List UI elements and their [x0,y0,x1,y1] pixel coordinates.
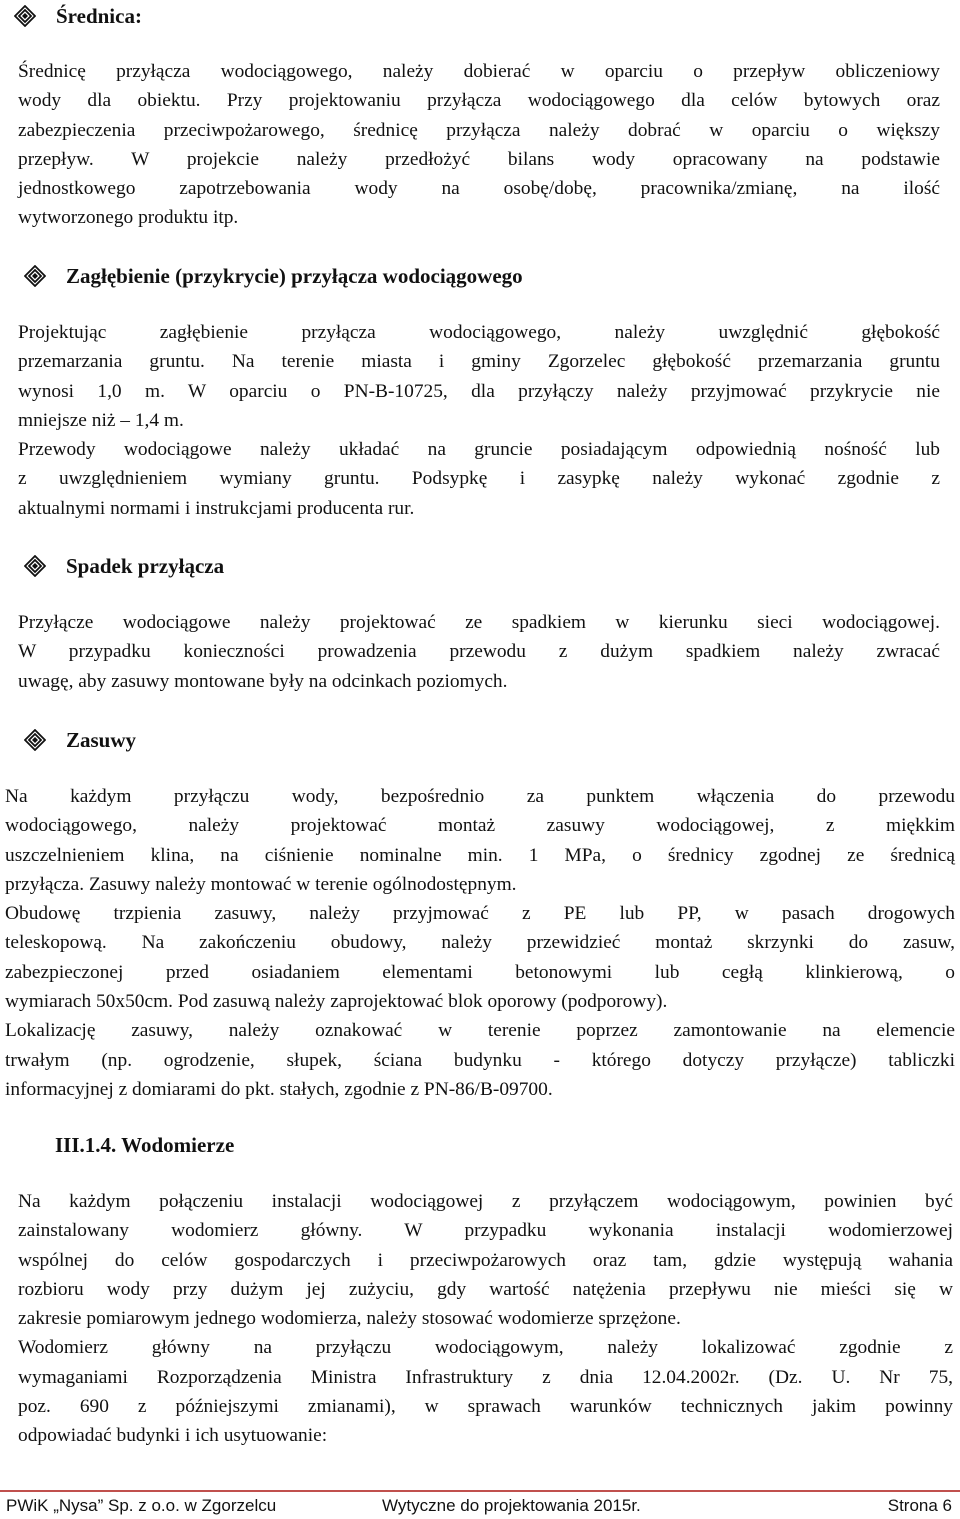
paragraph-zasuwy [5,782,955,1104]
text-line: Obudowę trzpienia zasuwy, należy przyjmować z PE lub PP, w pasach drogowych [5,903,955,925]
text-line: wodociągowego, należy projektować montaż zasuwy wodociągowej, z miękkim [5,815,955,837]
text-line: jednostkowego zapotrzebowania wody na osobę/dobę, pracownika/zmianę, na ilość [18,178,940,200]
diamond-bullet-icon [14,5,36,27]
text-line: z uwzględnieniem wymiany gruntu. Podsypkę i zasypkę należy wykonać zgodnie z [18,468,940,490]
diamond-bullet-icon [24,265,46,287]
paragraph-spadek [18,608,940,696]
text-line: Przewody wodociągowe należy układać na gruncie posiadającym odpowiednią nośność lub [18,439,940,461]
heading-text: Średnica: [56,4,142,28]
text-line: informacyjnej z domiarami do pkt. stałych, zgodnie z PN-86/B-09700. [5,1078,553,1100]
text-line: wymiarach 50x50cm. Pod zasuwą należy zaprojektować blok oporowy (podporowy). [5,991,668,1013]
text-line: W przypadku konieczności prowadzenia przewodu z dużym spadkiem należy zwracać [18,641,940,663]
text-line: wody dla obiektu. Przy projektowaniu przyłącza wodociągowego dla celów bytowych oraz [18,90,940,112]
text-line: uszczelnieniem klina, na ciśnienie nominalne min. 1 MPa, o średnicy zgodnej ze średnicą [5,844,955,866]
heading-text: Spadek przyłącza [66,554,225,578]
page-footer [0,1493,960,1519]
text-line: przyłącza. Zasuwy należy montować w terenie ogólnodostępnym. [5,873,517,895]
text-line: poz. 690 z późniejszymi zmianami), w sprawach warunków technicznych jakim powinny [18,1396,953,1418]
text-line: aktualnymi normami i instrukcjami producenta rur. [18,497,415,519]
diamond-bullet-icon [24,729,46,751]
text-line: przepływ. W projekcie należy przedłożyć bilans wody opracowany na podstawie [18,148,940,170]
heading-text: III.1.4. Wodomierze [55,1133,235,1157]
text-line: zakresie pomiarowym jednego wodomierza, należy stosować wodomierze sprzężone. [18,1308,681,1330]
section-heading-zasuwy [24,728,136,752]
text-line: wspólnej do celów gospodarczych i przeciwpożarowych oraz tam, gdzie występują wahania [18,1249,953,1271]
section-heading-zaglebienie [24,264,523,288]
text-line: Projektując zagłębienie przyłącza wodociągowego, należy uwzględnić głębokość [18,322,940,343]
text-line: trwałym (np. ogrodzenie, słupek, ściana budynku - którego dotyczy przyłącze) tabliczki [5,1049,955,1071]
paragraph-wodomierze [18,1187,953,1451]
text-line: Lokalizację zasuwy, należy oznakować w terenie poprzez zamontowanie na elemencie [5,1020,955,1042]
section-heading-srednica [14,4,142,28]
heading-text: Zagłębienie (przykrycie) przyłącza wodociągowego [66,264,523,288]
text-line: odpowiadać budynki i ich usytuowanie: [18,1425,328,1447]
paragraph-srednica [18,57,940,233]
paragraph-zaglebienie [18,318,940,523]
text-line: rozbioru wody przy dużym jej zużyciu, gdy wartość natężenia przepływu nie mieści się w [18,1278,953,1300]
text-line: zabezpieczenia przeciwpożarowego, średnicę przyłącza należy dobrać w oparciu o większy [18,119,940,141]
footer-page-number: Strona 6 [887,1496,952,1515]
diamond-bullet-icon [24,555,46,577]
text-line: wynosi 1,0 m. W oparciu o PN-B-10725, dla przyłączy należy przyjmować przykrycie nie [18,380,940,402]
text-line: mniejsze niż – 1,4 m. [18,409,184,431]
text-line: teleskopową. Na zakończeniu obudowy, należy przewidzieć montaż skrzynki do zasuw, [5,932,955,954]
text-line: zainstalowany wodomierz główny. W przypadku wykonania instalacji wodomierzowej [18,1220,953,1242]
text-line: wymaganiami Rozporządzenia Ministra Infrastruktury z dnia 12.04.2002r. (Dz. U. Nr 75, [18,1366,953,1388]
heading-text: Zasuwy [66,728,137,752]
footer-divider [0,1490,960,1492]
footer-document-title: Wytyczne do projektowania 2015r. [382,1496,641,1515]
section-heading-spadek [24,554,224,578]
text-line: Na każdym połączeniu instalacji wodociągowej z przyłączem wodociągowym, powinien być [18,1191,953,1212]
text-line: Na każdym przyłączu wody, bezpośrednio za punktem włączenia do przewodu [5,786,955,807]
section-heading-wodomierze [55,1133,234,1157]
text-line: Wodomierz główny na przyłączu wodociągowym, należy lokalizować zgodnie z [18,1337,953,1359]
text-line: przemarzania gruntu. Na terenie miasta i gminy Zgorzelec głębokość przemarzania gruntu [18,351,940,373]
text-line: Średnicę przyłącza wodociągowego, należy dobierać w oparciu o przepływ obliczeniowy [18,61,940,82]
text-line: zabezpieczonej przed osiadaniem elementami betonowymi lub cegłą klinkierową, o [5,961,955,983]
footer-company: PWiK „Nysa” Sp. z o.o. w Zgorzelcu [6,1496,277,1515]
text-line: wytworzonego produktu itp. [18,207,239,229]
text-line: Przyłącze wodociągowe należy projektować ze spadkiem w kierunku sieci wodociągowej. [18,612,940,633]
text-line: uwagę, aby zasuwy montowane były na odcinkach poziomych. [18,670,508,692]
